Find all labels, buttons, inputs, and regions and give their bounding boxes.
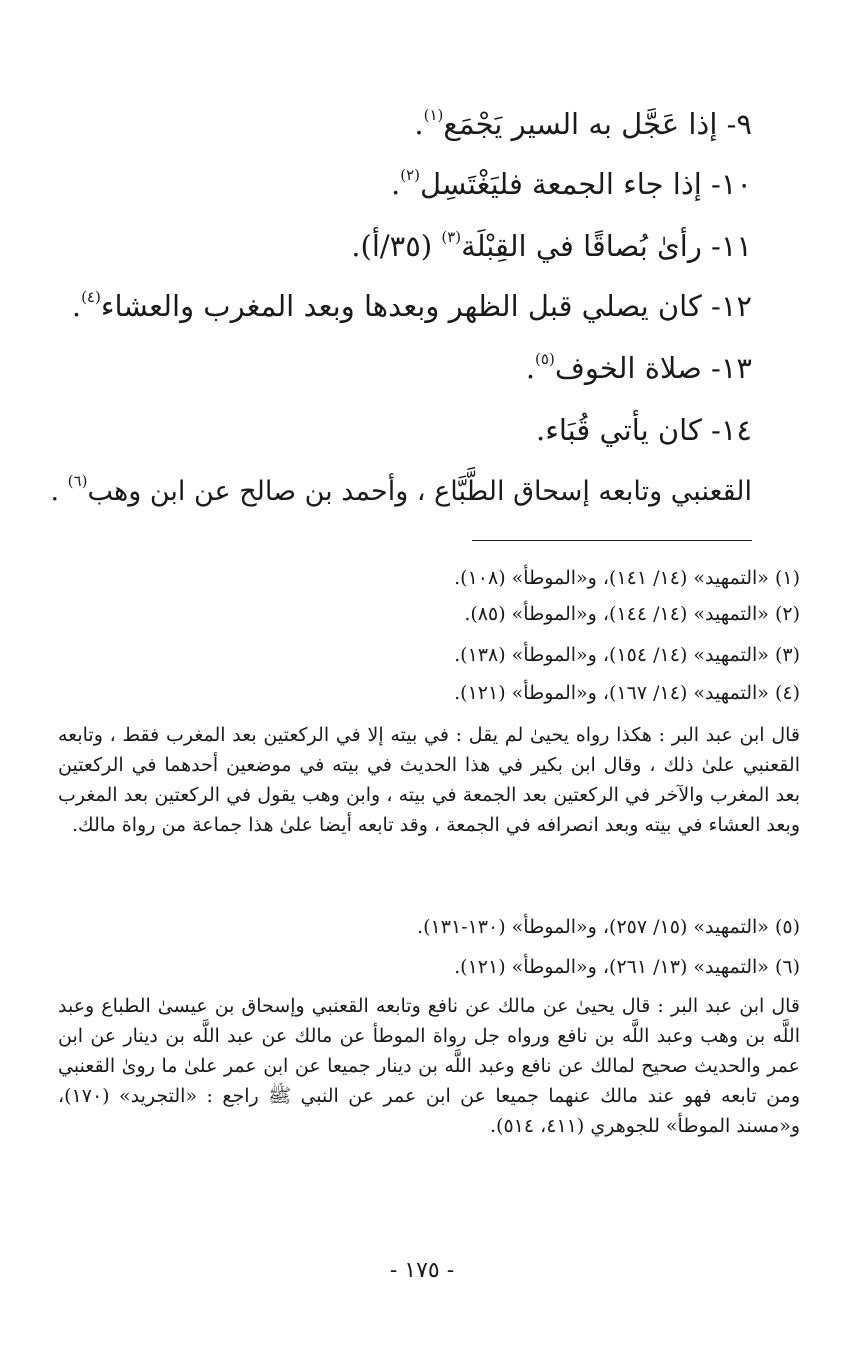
item-end: . xyxy=(391,167,401,201)
item-text: ٩- إذا عَجَّل به السير يَجْمَع xyxy=(443,107,752,141)
item-text: ١٠- إذا جاء الجمعة فليَغْتَسِل xyxy=(420,167,752,201)
item-end: . xyxy=(71,289,82,323)
footnote-marker[interactable]: (٦) xyxy=(67,472,88,490)
list-item xyxy=(40,224,752,268)
footnote-5: (٥) «التمهيد» (١٥/ ٢٥٧)، و«الموطأ» (١٣٠-١٣١). xyxy=(417,916,800,938)
item-text: ١١- رأىٰ بُصاقًا في القِبْلَة xyxy=(461,229,752,263)
item-end: (٣٥/أ). xyxy=(351,229,442,263)
footnote-marker[interactable]: (٤) xyxy=(81,288,101,306)
footnote-marker[interactable]: (١) xyxy=(423,106,444,124)
page-number: - ١٧٥ - xyxy=(389,1258,455,1283)
footnote-6-commentary: قال ابن عبد البر : قال يحيىٰ عن مالك عن نافع وتابعه القعنبي وإسحاق بن عيسىٰ الطباع وعبد اللَّه بن وهب وعبد اللَّه بن نافع ورواه جل رواة الموطأ عن مالك عن عبد اللَّه بن دينار عن ابن عمر والحديث صحيح لمالك عن نافع وعبد اللَّه بن دينار جميعا عن ابن عمر علىٰ ما روىٰ القعنبي ومن تابعه فهو عند مالك عنهما جميعا عن ابن عمر عن النبي ﷺ راجع : «التجريد» (١٧٠)، و«مسند الموطأ» للجوهري (٤١١، ٥١٤). xyxy=(58,995,800,1137)
item-end: . xyxy=(525,351,536,385)
continuation-text: القعنبي وتابعه إسحاق الطَّبَّاع ، وأحمد بن صالح عن ابن وهب xyxy=(87,476,752,507)
list-item xyxy=(40,346,752,390)
footnote-marker[interactable]: (٢) xyxy=(400,166,421,184)
footnote-6: (٦) «التمهيد» (١٣/ ٢٦١)، و«الموطأ» (١٢١). xyxy=(454,956,800,978)
item-text: ١٤- كان يأتي قُبَاء. xyxy=(535,413,752,447)
footnote-1: (١) «التمهيد» (١٤/ ١٤١)، و«الموطأ» (١٠٨). xyxy=(454,567,800,589)
footnote-4: (٤) «التمهيد» (١٤/ ١٦٧)، و«الموطأ» (١٢١). xyxy=(454,682,800,704)
item-end: . xyxy=(414,107,424,141)
footnote-2: (٢) «التمهيد» (١٤/ ١٤٤)، و«الموطأ» (٨٥). xyxy=(464,603,800,625)
list-item xyxy=(40,284,752,328)
footnote-4-commentary: قال ابن عبد البر : هكذا رواه يحيىٰ لم يقل : في بيته إلا في الركعتين بعد المغرب فقط ، وتابعه القعنبي علىٰ ذلك ، وقال ابن بكير في هذا الحديث في بيته في موضعين أحدهما في الركعتين بعد المغرب والآخر في الركعتين بعد الجمعة في بيته ، وابن وهب يقول في الركعتين بعد المغرب وبعد العشاء في بيته وبعد انصرافه في الجمعة ، وقد تابعه أيضا علىٰ هذا جماعة من رواة مالك. xyxy=(58,724,800,836)
list-item xyxy=(40,408,752,452)
footnote-marker[interactable]: (٥) xyxy=(535,350,555,368)
list-item xyxy=(40,102,752,146)
item-text: ١٣- صلاة الخوف xyxy=(554,351,752,385)
continuation-line xyxy=(40,470,752,514)
item-text: ١٢- كان يصلي قبل الظهر وبعدها وبعد المغرب والعشاء xyxy=(100,289,752,323)
continuation-end: . xyxy=(50,476,68,507)
footnote-3: (٣) «التمهيد» (١٤/ ١٥٤)، و«الموطأ» (١٣٨). xyxy=(454,644,800,666)
footnote-separator xyxy=(472,540,752,541)
list-item xyxy=(40,162,752,206)
footnote-marker[interactable]: (٣) xyxy=(441,228,462,246)
